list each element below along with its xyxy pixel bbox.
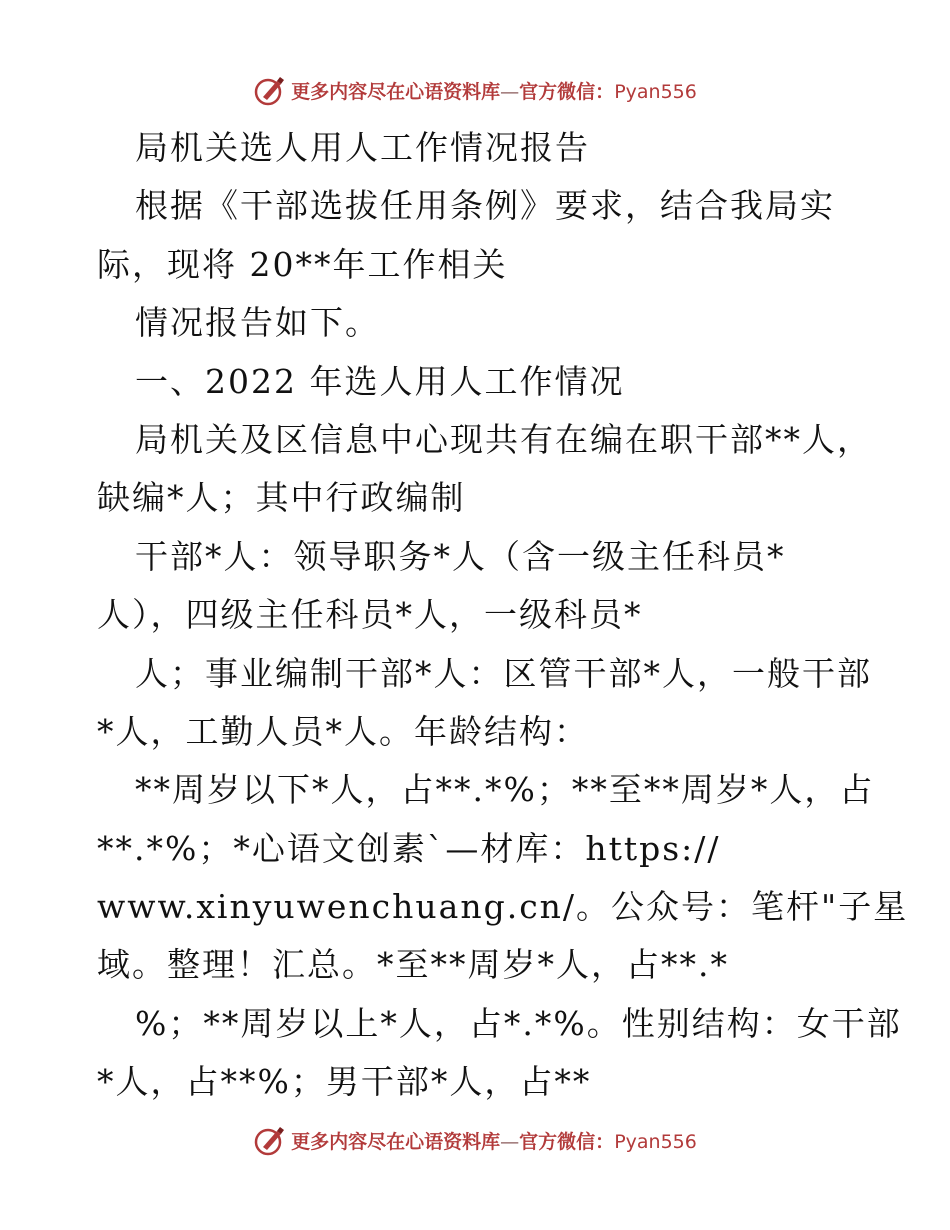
text-line: 根据《干部选拔任用条例》要求，结合我局实 [135,186,835,226]
watermark-text: 更多内容尽在心语资料库—官方微信：Pyan556 [291,1130,697,1153]
text-line: 人；事业编制干部*人：区管干部*人，一般干部 [135,653,872,693]
text-line: *人，占**%；男干部*人，占** [97,1062,592,1102]
text-line: 际，现将 20**年工作相关 [97,244,508,284]
text-line: **.*%；*心语文创素`—材库：https:// [97,828,721,868]
watermark-text: 更多内容尽在心语资料库—官方微信：Pyan556 [291,80,697,103]
header-watermark [0,70,950,110]
text-line: 缺编*人；其中行政编制 [97,478,466,518]
text-line: 局机关及区信息中心现共有在编在职干部**人， [135,419,872,459]
text-line: %；**周岁以上*人，占*.*%。性别结构：女干部 [135,1003,902,1043]
text-line: www.xinyuwenchuang.cn/。公众号：笔杆"子星 [97,887,909,927]
text-line: 一、2022 年选人用人工作情况 [135,361,625,401]
text-line: **周岁以下*人，占**.*%；**至**周岁*人，占 [135,770,875,810]
pen-logo-icon [253,1123,287,1157]
pen-logo-icon [253,73,287,107]
document-body [97,119,909,1112]
text-line: *人，工勤人员*人。年龄结构： [97,711,589,751]
text-line: 干部*人：领导职务*人（含一级主任科员* [135,536,786,576]
text-line: 域。整理！汇总。*至**周岁*人，占**.* [97,945,729,985]
text-line: 情况报告如下。 [135,303,380,343]
footer-watermark [0,1120,950,1160]
text-line: 人），四级主任科员*人，一级科员* [97,595,643,635]
text-line: 局机关选人用人工作情况报告 [135,128,590,167]
